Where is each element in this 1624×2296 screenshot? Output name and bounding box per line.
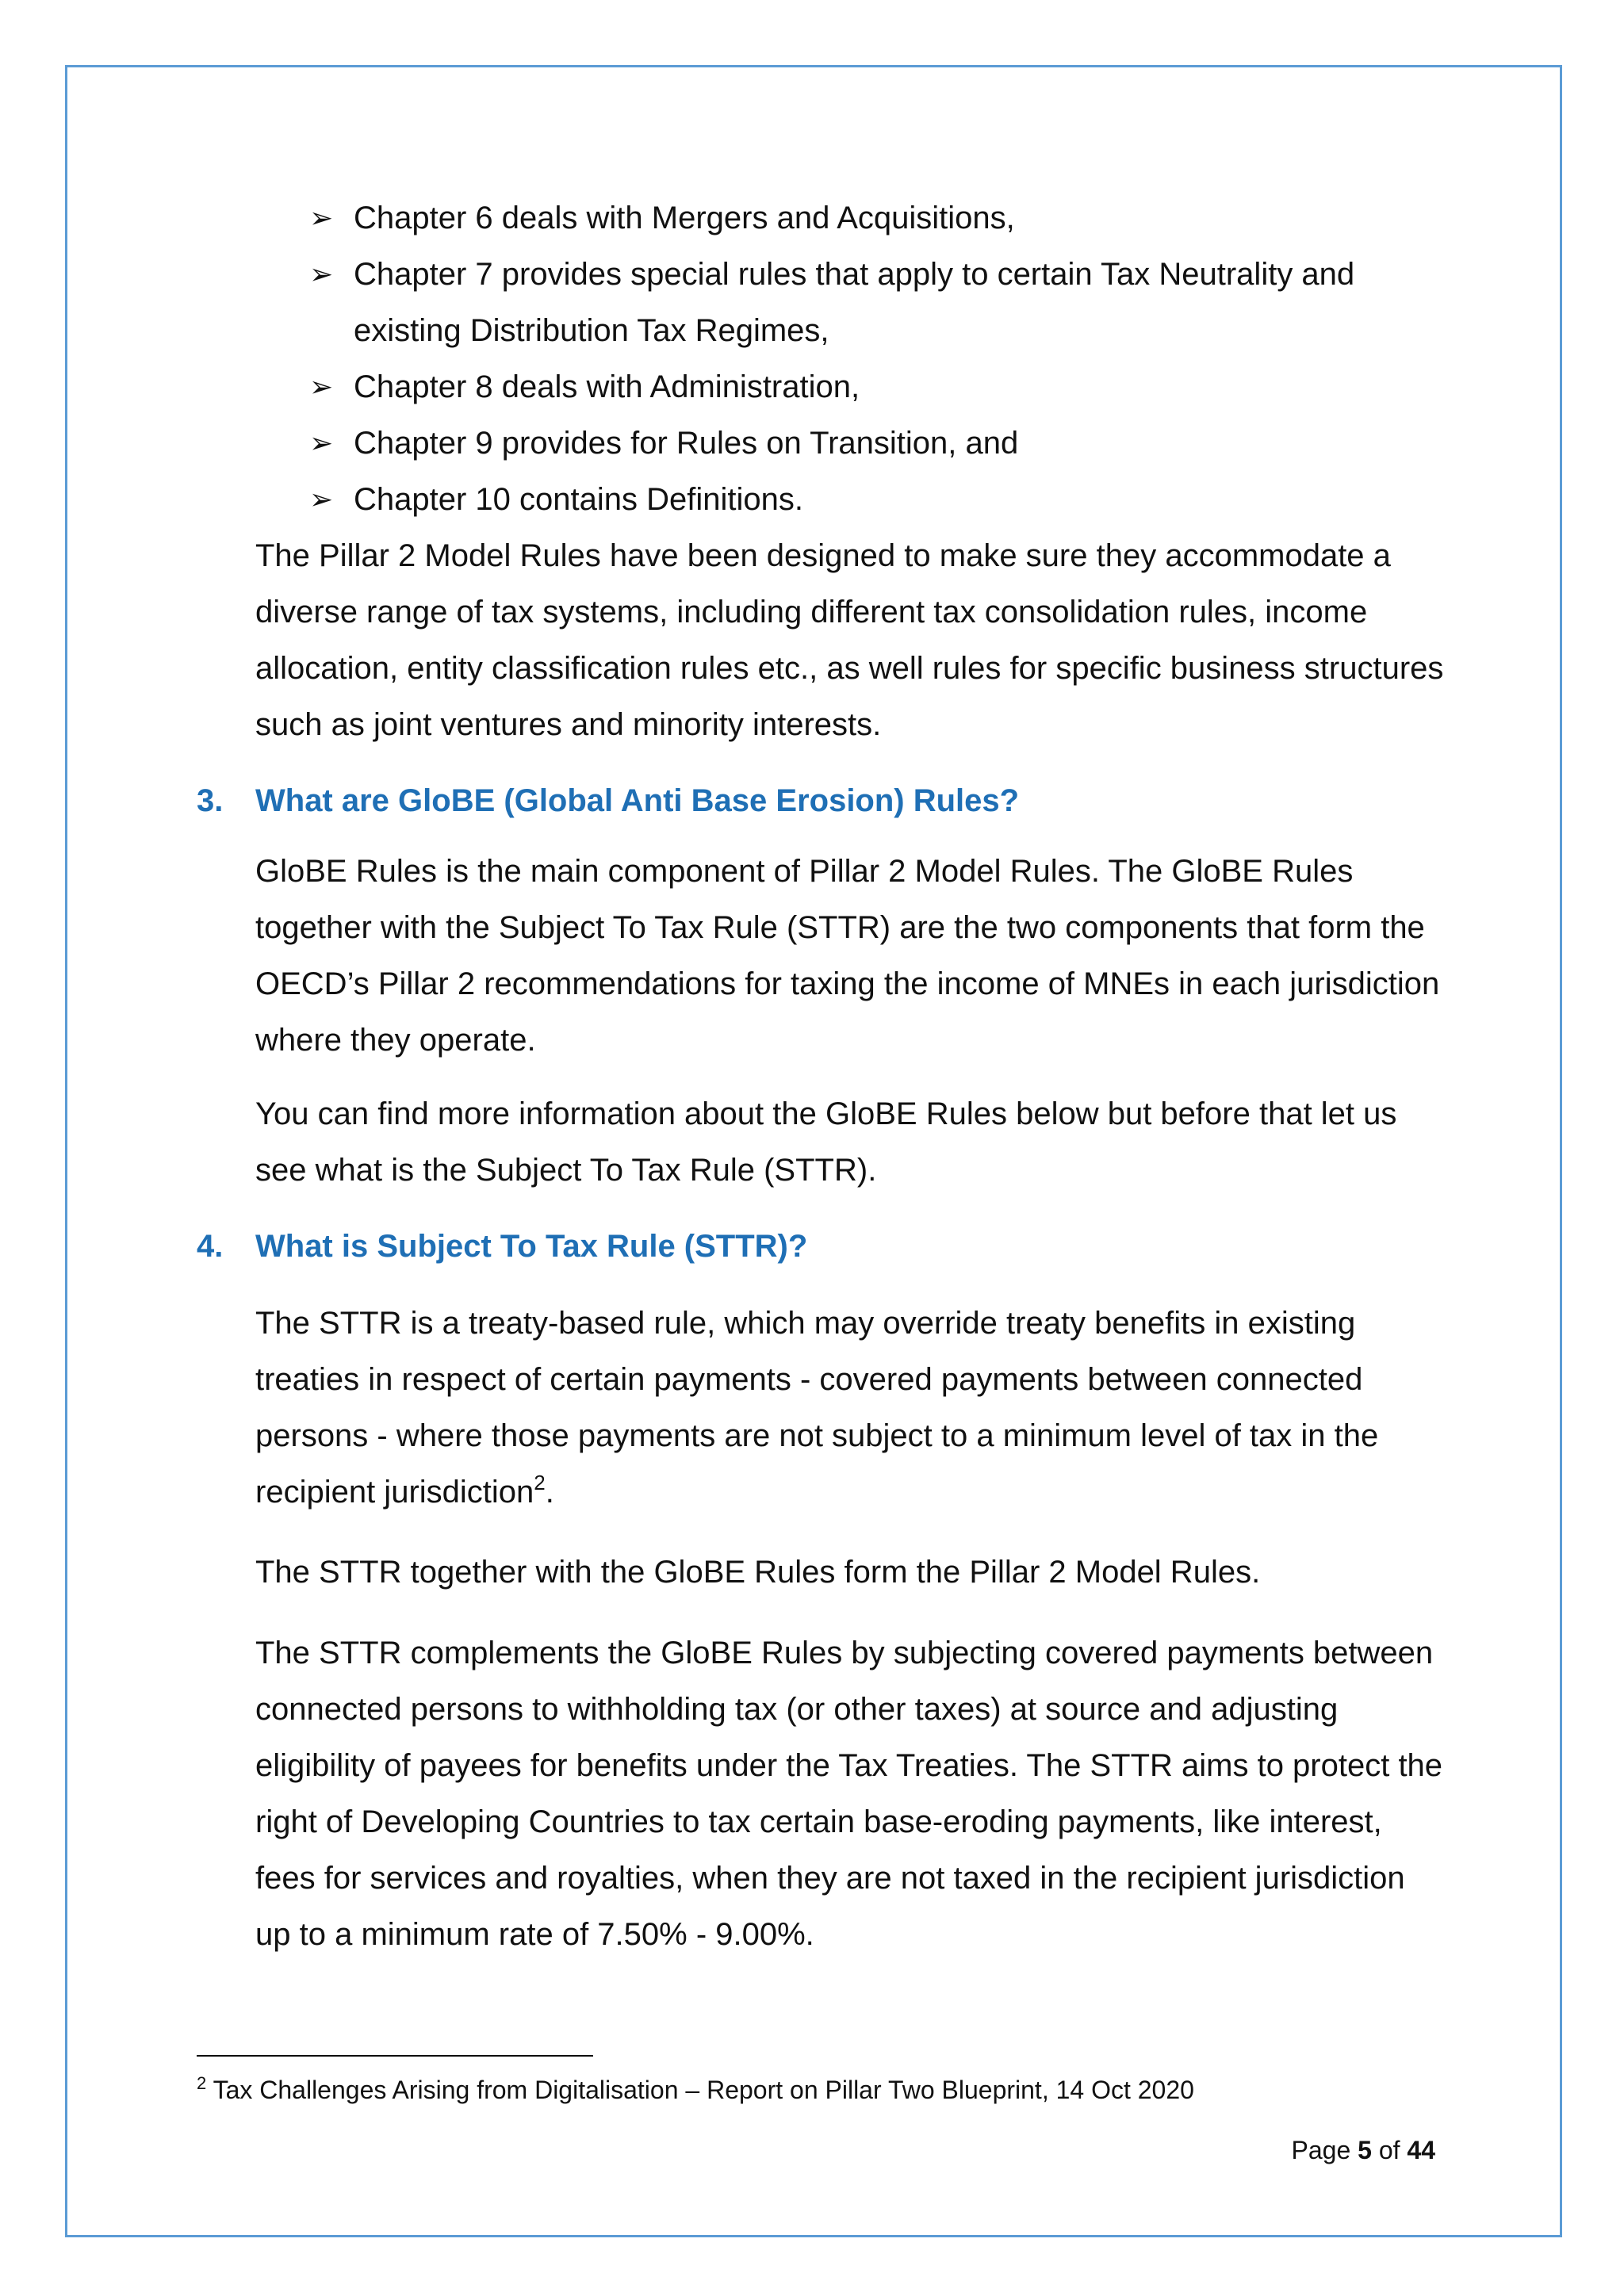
section-3-title: What are GloBE (Global Anti Base Erosion) Rules? xyxy=(255,783,1020,818)
section-3-number: 3. xyxy=(197,783,224,818)
footnote xyxy=(197,2072,1465,2107)
section-4-heading xyxy=(197,1223,1434,1270)
page-number-separator: of xyxy=(1378,2136,1400,2164)
bullet-item xyxy=(309,190,1451,247)
section-4-number: 4. xyxy=(197,1229,224,1264)
bullet-text: Chapter 6 deals with Mergers and Acquisitions, xyxy=(354,201,1015,235)
page-number-prefix: Page xyxy=(1291,2136,1351,2164)
section-4-paragraph-1-text: The STTR is a treaty-based rule, which may override treaty benefits in existing treaties in respect of certain payments - covered payments between connected persons - where those payments are not subject to a minimum level of tax in the recipient jurisdiction xyxy=(255,1306,1379,1510)
bullet-text: Chapter 8 deals with Administration, xyxy=(354,369,860,404)
bullet-item xyxy=(309,247,1451,359)
chapter-bullet-list xyxy=(309,190,1451,528)
page-number-total: 44 xyxy=(1407,2136,1435,2164)
arrow-bullet-icon: ➢ xyxy=(309,427,334,460)
bullet-text: Chapter 9 provides for Rules on Transition, and xyxy=(354,426,1019,461)
arrow-bullet-icon: ➢ xyxy=(309,202,334,235)
bullet-item xyxy=(309,359,1451,415)
arrow-bullet-icon: ➢ xyxy=(309,258,334,291)
footnote-separator xyxy=(197,2055,593,2057)
bullet-text: Chapter 10 contains Definitions. xyxy=(354,482,803,517)
bullet-item xyxy=(309,472,1451,528)
footnote-text: Tax Challenges Arising from Digitalisation – Report on Pillar Two Blueprint, 14 Oct 2020 xyxy=(213,2076,1194,2104)
intro-paragraph: The Pillar 2 Model Rules have been designed to make sure they accommodate a diverse range of tax systems, including different tax consolidation rules, income allocation, entity classification rules etc., as well rules for specific business structures such as joint ventures and minority interests. xyxy=(255,538,1444,742)
section-4-title: What is Subject To Tax Rule (STTR)? xyxy=(255,1229,808,1264)
section-3-paragraph-2: You can find more information about the GloBE Rules below but before that let us see what is the Subject To Tax Rule (STTR). xyxy=(255,1096,1397,1188)
bullet-text: Chapter 7 provides special rules that apply to certain Tax Neutrality and existing Distribution Tax Regimes, xyxy=(354,257,1355,348)
arrow-bullet-icon: ➢ xyxy=(309,484,334,516)
page-number-current: 5 xyxy=(1358,2136,1372,2164)
footnote-marker: 2 xyxy=(197,2073,207,2093)
section-4-paragraph-1-end: . xyxy=(545,1475,554,1510)
section-4-paragraph-2: The STTR together with the GloBE Rules form the Pillar 2 Model Rules. xyxy=(255,1555,1261,1590)
page-number xyxy=(1237,2133,1435,2168)
arrow-bullet-icon: ➢ xyxy=(309,371,334,404)
section-3-heading xyxy=(197,777,1434,825)
footnote-reference[interactable]: 2 xyxy=(534,1471,546,1494)
section-3-paragraph-1: GloBE Rules is the main component of Pillar 2 Model Rules. The GloBE Rules together with the Subject To Tax Rule (STTR) are the two components that form the OECD’s Pillar 2 recommendations for taxing the income of MNEs in each jurisdiction where they operate. xyxy=(255,854,1440,1058)
section-4-paragraph-3: The STTR complements the GloBE Rules by subjecting covered payments between connected persons to withholding tax (or other taxes) at source and adjusting eligibility of payees for benefits under the Tax Treaties. The STTR aims to protect the right of Developing Countries to tax certain base-eroding payments, like interest, fees for services and royalties, when they are not taxed in the recipient jurisdiction up to a minimum rate of 7.50% - 9.00%. xyxy=(255,1636,1443,1952)
bullet-item xyxy=(309,415,1451,472)
section-4-paragraph-1 xyxy=(255,1295,1445,1521)
